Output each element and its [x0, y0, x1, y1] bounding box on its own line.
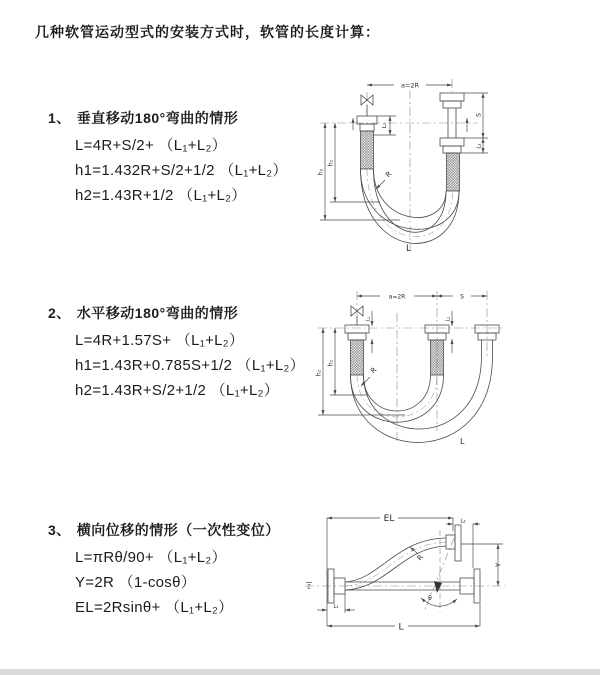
right-lower-flange — [440, 138, 464, 146]
length-label: L — [460, 437, 465, 446]
radius-leader — [376, 180, 385, 189]
formula-h2: h2=1.43R+S/2+1/2 （L₁+L₂） — [75, 382, 280, 399]
left-braided-hose — [361, 131, 374, 169]
diagram-lateral-displacement — [300, 498, 600, 655]
centerlines — [315, 291, 505, 441]
length-label: L — [406, 244, 412, 254]
diagram-vertical-180-bend — [310, 70, 600, 260]
section-heading-text: 垂直移动180°弯曲的情形 — [76, 110, 239, 126]
y-label: Y — [494, 562, 503, 568]
section-heading — [48, 108, 288, 133]
section-number: 1、 — [48, 110, 71, 126]
formula-h1: h1=1.43R+0.785S+1/2 （L₁+L₂） — [75, 357, 305, 374]
l2-label: L₂ — [445, 316, 452, 322]
h2-label: h₂ — [315, 369, 323, 377]
curved-hose-top-wall — [345, 538, 446, 582]
l1-label: L₁ — [333, 604, 339, 610]
h1-label: h₁ — [327, 359, 335, 367]
section-lateral-displacement — [48, 520, 280, 620]
stroke-label: S — [475, 113, 483, 117]
left-flange-nut — [348, 333, 366, 340]
hose-inner-wall-displaced — [364, 356, 482, 429]
radius-label: R — [415, 553, 426, 563]
formula-h1: h1=1.432R+S/2+1/2 （L₁+L₂） — [75, 162, 288, 179]
dimension-lines — [315, 293, 487, 415]
stroke-label: S — [460, 293, 464, 301]
left-braided-hose — [351, 340, 364, 375]
section-heading — [48, 520, 280, 545]
centerlines — [305, 530, 505, 612]
l2-label: L₂ — [460, 518, 466, 525]
radius-label: R — [369, 365, 379, 376]
section-heading-text: 横向位移的情形（一次性变位） — [76, 522, 280, 538]
right-top-flange-nut — [443, 101, 461, 108]
hose-drawing — [345, 306, 499, 442]
z-mark: Z — [307, 584, 311, 591]
right-top-flange — [440, 93, 464, 101]
right-lower-flange-nut — [443, 146, 461, 153]
section-heading-text: 水平移动180°弯曲的情形 — [76, 305, 239, 321]
formula-EL: EL=2Rsinθ+ （L₁+L₂） — [75, 599, 234, 616]
radius-leader — [361, 377, 370, 386]
section-number: 2、 — [48, 305, 71, 321]
section-horizontal-movement — [48, 303, 305, 403]
h2-label: h₂ — [317, 168, 325, 176]
radius-label: R — [384, 169, 394, 180]
angle-vertex-marker — [434, 581, 442, 593]
span-label: a=2R — [388, 293, 406, 301]
page-title: 几种软管运动型式的安装方式时，软管的长度计算： — [35, 24, 380, 40]
l1-label: L₁ — [365, 316, 372, 322]
right-braided-hose — [447, 153, 460, 191]
diagram-horizontal-180-bend — [310, 283, 600, 453]
h1-label: h₁ — [327, 159, 335, 167]
formula-h2: h2=1.43R+1/2 （L₁+L₂） — [75, 187, 247, 204]
section-heading — [48, 303, 305, 328]
dimension-lines — [317, 85, 488, 220]
l1-label: L₁ — [382, 122, 388, 129]
left-flange-nut — [360, 124, 374, 131]
upper-right-flange — [455, 525, 461, 561]
section-vertical-movement — [48, 108, 288, 208]
span-label: a=2R — [400, 81, 420, 90]
hose-drawing — [357, 93, 464, 243]
theta-label: θ — [428, 595, 432, 602]
radius-leader — [410, 547, 418, 554]
angle-arc — [421, 598, 457, 606]
page-bottom-edge — [0, 669, 600, 675]
formula-Y: Y=2R （1-cosθ） — [75, 574, 197, 591]
l2-label: L₂ — [476, 143, 483, 149]
length-label: L — [398, 622, 404, 633]
section-number: 3、 — [48, 522, 71, 538]
formula-L: L=4R+S/2+ （L₁+L₂） — [75, 137, 227, 154]
hose-drawing — [328, 525, 480, 603]
curved-hose-bottom-wall — [345, 546, 446, 590]
left-flange — [345, 325, 369, 333]
el-label: EL — [383, 514, 395, 524]
middle-braided-hose — [431, 340, 444, 375]
formula-L: L=4R+1.57S+ （L₁+L₂） — [75, 332, 245, 349]
upper-right-stub — [446, 535, 455, 549]
formula-L: L=πRθ/90+ （L₁+L₂） — [75, 549, 227, 566]
